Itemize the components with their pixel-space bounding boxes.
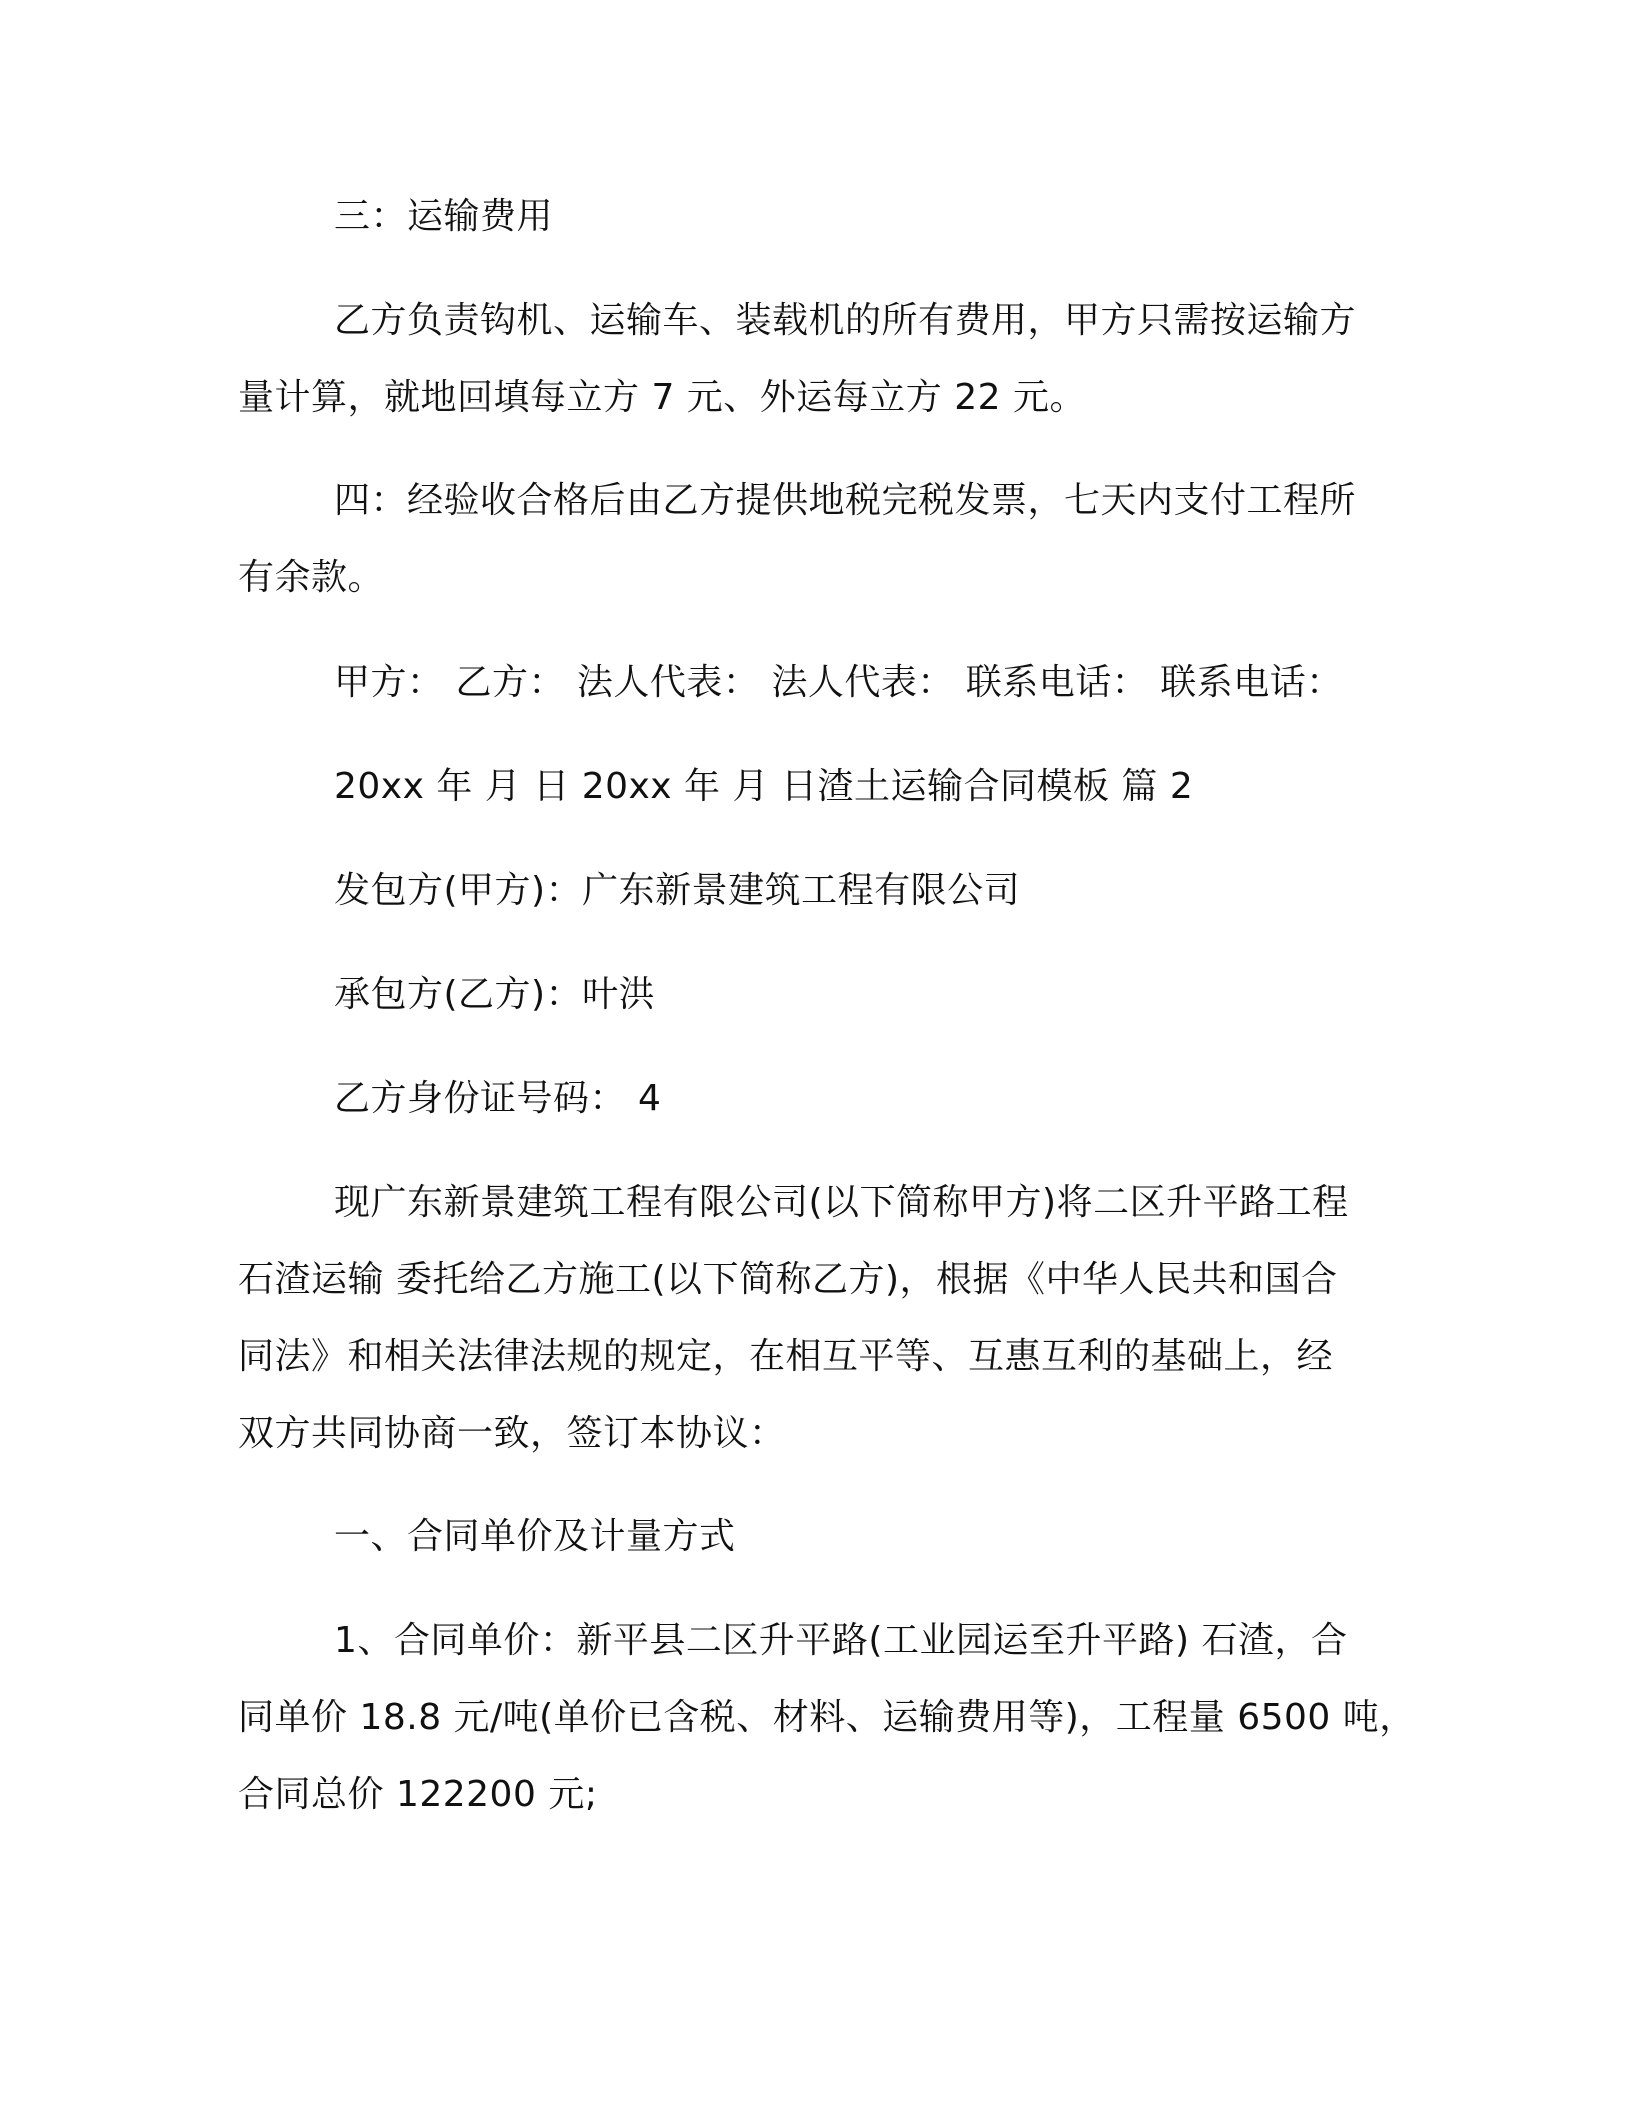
text-line: 同法》和相关法律法规的规定，在相互平等、互惠互利的基础上，经 — [238, 1336, 1334, 1377]
text-line: 1、合同单价：新平县二区升平路(工业园运至升平路) 石渣，合 — [334, 1620, 1348, 1661]
text-line: 合同总价 122200 元; — [238, 1774, 598, 1815]
date-and-title-line — [238, 748, 1388, 825]
text-line: 乙方身份证号码： 4 — [334, 1078, 662, 1119]
paragraph-unit-price-detail — [238, 1602, 1416, 1833]
text-line: 双方共同协商一致，签订本协议： — [238, 1413, 786, 1454]
party-b-line — [238, 956, 1388, 1033]
party-a-line — [238, 852, 1388, 929]
text-line: 有余款。 — [238, 557, 385, 598]
paragraph-agreement-intro — [238, 1164, 1388, 1472]
text-line: 甲方： 乙方： 法人代表： 法人代表： 联系电话： 联系电话： — [334, 662, 1343, 703]
text-line: 20xx 年 月 日 20xx 年 月 日渣土运输合同模板 篇 2 — [334, 766, 1194, 807]
signature-fields — [238, 644, 1388, 721]
text-line: 一、合同单价及计量方式 — [334, 1516, 736, 1557]
party-b-id-line — [238, 1060, 1388, 1137]
section-heading-transport-fee — [238, 178, 1388, 255]
text-line: 乙方负责钩机、运输车、装载机的所有费用，甲方只需按运输方 — [334, 300, 1357, 341]
text-line: 同单价 18.8 元/吨(单价已含税、材料、运输费用等)，工程量 6500 吨， — [238, 1697, 1416, 1738]
text-line: 量计算，就地回填每立方 7 元、外运每立方 22 元。 — [238, 377, 1086, 418]
section-heading-unit-price — [238, 1498, 1388, 1575]
paragraph-invoice-payment — [238, 462, 1388, 616]
text-line: 石渣运输 委托给乙方施工(以下简称乙方)，根据《中华人民共和国合 — [238, 1259, 1338, 1300]
text-line: 发包方(甲方)：广东新景建筑工程有限公司 — [334, 870, 1021, 911]
text-line: 承包方(乙方)：叶洪 — [334, 974, 656, 1015]
text-line: 现广东新景建筑工程有限公司(以下简称甲方)将二区升平路工程 — [334, 1182, 1349, 1223]
text-line: 四：经验收合格后由乙方提供地税完税发票，七天内支付工程所 — [334, 480, 1357, 521]
paragraph-transport-fee-detail — [238, 282, 1388, 436]
text-line: 三：运输费用 — [334, 196, 554, 237]
